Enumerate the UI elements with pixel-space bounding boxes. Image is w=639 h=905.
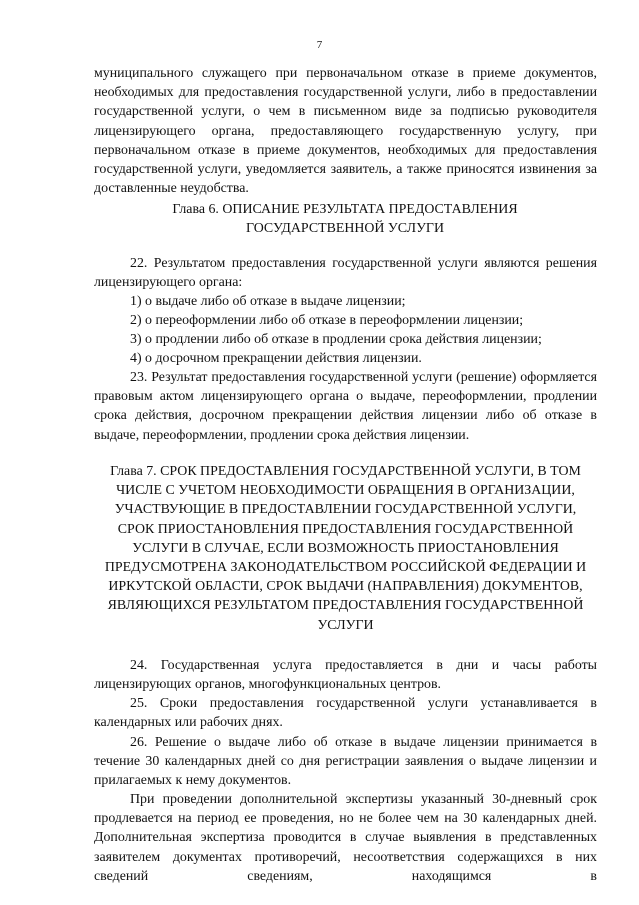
list-item-22-3: 3) о продлении либо об отказе в продлении срока действия лицензии; xyxy=(130,332,542,347)
chapter-7-heading: Глава 7. СРОК ПРЕДОСТАВЛЕНИЯ ГОСУДАРСТВЕННОЙ УСЛУГИ, В ТОМ ЧИСЛЕ С УЧЕТОМ НЕОБХОДИМОСТИ ОБРАЩЕНИЯ В ОРГАНИЗАЦИИ, УЧАСТВУЮЩИЕ В ПРЕДОСТАВЛЕНИИ ГОСУДАРСТВЕННОЙ УСЛУГИ, СРОК ПРИОСТАНОВЛЕНИЯ ПРЕДОСТАВЛЕНИЯ ГОСУДАРСТВЕННОЙ УСЛУГИ В СЛУЧАЕ, ЕСЛИ ВОЗМОЖНОСТЬ ПРИОСТАНОВЛЕНИЯ ПРЕДУСМОТРЕНА ЗАКОНОДАТЕЛЬСТВОМ РОССИЙСКОЙ ФЕДЕРАЦИИ И ИРКУТСКОЙ ОБЛАСТИ, СРОК ВЫДАЧИ (НАПРАВЛЕНИЯ) ДОКУМЕНТОВ, ЯВЛЯЮЩИХСЯ РЕЗУЛЬТАТОМ ПРЕДОСТАВЛЕНИЯ ГОСУДАРСТВЕННОЙ УСЛУГИ xyxy=(104,464,587,633)
chapter-6-heading: Глава 6. ОПИСАНИЕ РЕЗУЛЬТАТА ПРЕДОСТАВЛЕНИЯ ГОСУДАРСТВЕННОЙ УСЛУГИ xyxy=(172,202,518,237)
page-number: 7 xyxy=(316,39,323,51)
list-item-22-2: 2) о переоформлении либо об отказе в переоформлении лицензии; xyxy=(130,313,524,328)
paragraph-continuation: муниципального служащего при первоначальном отказе в приеме документов, необходимых для предоставления государственной услуги, либо в предоставлении государственной услуги, о чем в письменном виде за подписью руководителя лицензирующего органа, предоставляющего государственную услугу, при первоначальном отказе в приеме документов, необходимых для предоставления государственной услуги, уведомляется заявитель, а также приносятся извинения за доставленные неудобства. xyxy=(94,66,597,197)
list-item-22-1: 1) о выдаче либо об отказе в выдаче лицензии; xyxy=(130,294,406,309)
list-item-22-4: 4) о досрочном прекращении действия лицензии. xyxy=(130,351,422,366)
paragraph-22: 22. Результатом предоставления государственной услуги являются решения лицензирующего органа: xyxy=(94,256,597,291)
paragraph-26: 26. Решение о выдаче либо об отказе в выдаче лицензии принимается в течение 30 календарных дней со дня регистрации заявления о выдаче лицензии и прилагаемых к нему документов. xyxy=(94,735,597,789)
paragraph-24: 24. Государственная услуга предоставляется в дни и часы работы лицензирующих органов, многофункциональных центров. xyxy=(94,658,597,693)
paragraph-additional-expertise: При проведении дополнительной экспертизы указанный 30-дневный срок продлевается на период ее проведения, но не более чем на 30 календарных дней. Дополнительная экспертиза проводится в случае выявления в представленных заявителем документах противоречий, несоответствия содержащихся в них сведений сведениям, находящимся в xyxy=(94,792,597,884)
paragraph-25: 25. Сроки предоставления государственной услуги устанавливается в календарных или рабочих днях. xyxy=(94,696,597,731)
paragraph-23: 23. Результат предоставления государственной услуги (решение) оформляется правовым актом лицензирующего органа о выдаче, переоформлении, продлении срока действия, досрочном прекращении действия лицензии либо об отказе в выдаче, переоформлении, продлении срока действия лицензии. xyxy=(94,370,597,443)
